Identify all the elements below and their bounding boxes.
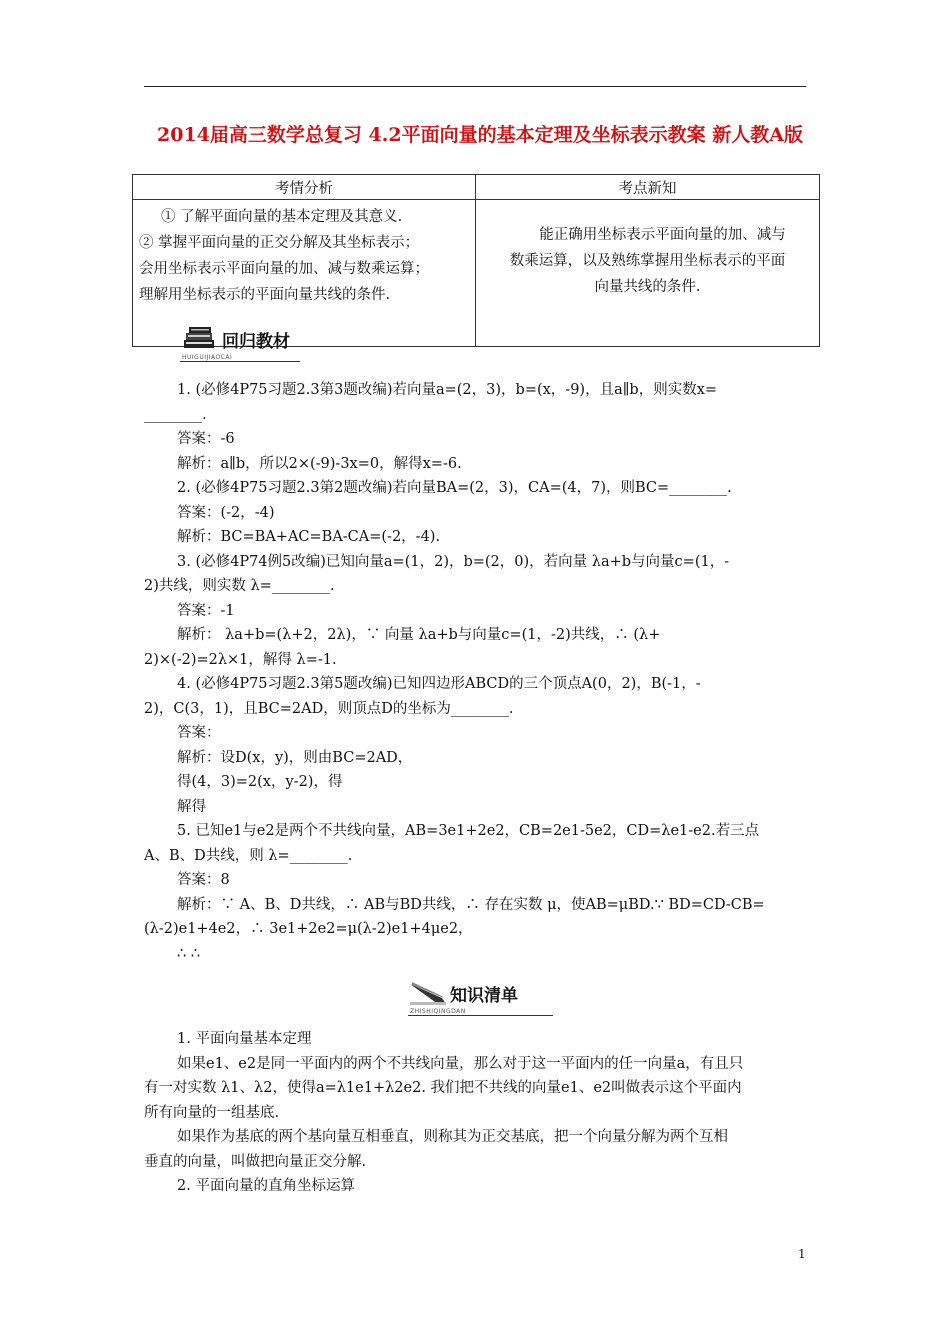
- badge-label: 回归教材: [222, 331, 290, 352]
- section-badge-huigui: [180, 324, 290, 361]
- problem-4-line-1: 4. (必修4P75习题2.3第5题改编)已知四边形ABCD的三个顶点A(0，2)，B(-1，-: [177, 676, 701, 692]
- left-line-2: ② 掌握平面向量的正交分解及其坐标表示；: [139, 235, 420, 251]
- right-line-2: 数乘运算，以及熟练掌握用坐标表示的平面: [509, 253, 786, 269]
- problem-1-line-1: 1. (必修4P75习题2.3第3题改编)若向量a=(2，3)，b=(x，-9)，且a∥b，则实数x=: [177, 382, 718, 398]
- badge-label: 知识清单: [450, 985, 518, 1006]
- left-line-3: 会用坐标表示平面向量的加、减与数乘运算；: [139, 261, 429, 277]
- knowledge-heading-2: 2. 平面向量的直角坐标运算: [177, 1178, 355, 1194]
- problem-1-answer: 答案：-6: [177, 431, 235, 447]
- problem-2-line-1: 2. (必修4P75习题2.3第2题改编)若向量BA=(2，3)，CA=(4，7)，则BC=________.: [177, 480, 732, 496]
- right-line-3: 向量共线的条件.: [594, 279, 701, 295]
- problem-5-solution-1: 解析：∵ A、B、D共线，∴ AB与BD共线，∴ 存在实数 μ，使AB=μBD.∵ BD=CD-CB=: [177, 896, 765, 913]
- problem-5-answer: 答案：8: [177, 872, 230, 888]
- problem-4-solution-1: 解析：设D(x，y)，则由BC=2AD，: [177, 749, 413, 766]
- problem-2-solution: 解析：BC=BA+AC=BA-CA=(-2，-4).: [177, 529, 441, 545]
- knowledge-section: [144, 1027, 808, 1199]
- badge-underline: [180, 361, 300, 362]
- left-line-4: 理解用坐标表示的平面向量共线的条件.: [139, 287, 391, 303]
- right-line-1: 能正确用坐标表示平面向量的加、减与: [539, 227, 786, 243]
- header-rule: [144, 86, 806, 87]
- problem-2-answer: 答案：(-2，-4): [177, 504, 275, 521]
- problem-3-line-2: 2)共线，则实数 λ=________.: [144, 578, 335, 594]
- problem-3-line-1: 3. (必修4P74例5改编)已知向量a=(1，2)，b=(2，0)，若向量 λa+b与向量c=(1，-: [177, 553, 730, 570]
- problem-1-line-2: ________.: [144, 406, 207, 423]
- pencil-icon: [408, 978, 448, 1008]
- badge-sublabel: HUIGUIJIAOCAI: [182, 354, 233, 361]
- problem-3-solution-2: 2)×(-2)=2λ×1，解得 λ=-1.: [144, 651, 337, 668]
- problem-5-line-2: A、B、D共线，则 λ=________.: [144, 847, 353, 864]
- table-cell-right: [476, 200, 820, 347]
- problem-5-solution-3: ∴ ∴: [177, 945, 201, 962]
- problem-3-answer: 答案：-1: [177, 602, 235, 619]
- problem-1-solution: 解析：a∥b，所以2×(-9)-3x=0，解得x=-6.: [177, 455, 462, 472]
- problem-4-solution-2: 得(4，3)=2(x，y-2)，得: [177, 774, 343, 790]
- badge-sublabel: ZHISHIQINGDAN: [410, 1008, 466, 1015]
- knowledge-para-1-line-3: 所有向量的一组基底.: [144, 1104, 280, 1121]
- knowledge-para-2-line-2: 垂直的向量，叫做把向量正交分解.: [144, 1153, 367, 1170]
- table-header-left: 考情分析: [133, 175, 476, 200]
- page-number: 1: [798, 1247, 806, 1261]
- badge-underline: [408, 1015, 553, 1016]
- analysis-table: [132, 174, 820, 347]
- problems-section: [144, 378, 808, 966]
- knowledge-heading-1: 1. 平面向量基本定理: [177, 1031, 312, 1047]
- problem-4-line-2: 2)，C(3，1)，且BC=2AD，则顶点D的坐标为________.: [144, 700, 514, 717]
- knowledge-para-1-line-1: 如果e1、e2是同一平面内的两个不共线向量，那么对于这一平面内的任一向量a，有且只: [177, 1055, 744, 1072]
- problem-5-line-1: 5. 已知e1与e2是两个不共线向量，AB=3e1+2e2，CB=2e1-5e2，CD=λe1-e2.若三点: [177, 823, 760, 839]
- table-header-right: 考点新知: [476, 175, 820, 200]
- knowledge-para-2-line-1: 如果作为基底的两个基向量互相垂直，则称其为正交基底，把一个向量分解为两个互相: [177, 1129, 728, 1145]
- knowledge-para-1-line-2: 有一对实数 λ1、λ2，使得a=λ1e1+λ2e2. 我们把不共线的向量e1、e2叫做表示这个平面内: [144, 1080, 742, 1096]
- table-header-row: [133, 175, 820, 200]
- books-icon: [180, 324, 220, 354]
- problem-4-solution-3: 解得: [177, 798, 206, 815]
- page-title: 2014届高三数学总复习 4.2平面向量的基本定理及坐标表示教案 新人教A版: [157, 124, 803, 146]
- problem-3-solution-1: 解析： λa+b=(λ+2，2λ)，∵ 向量 λa+b与向量c=(1，-2)共线，∴ (λ+: [177, 627, 661, 643]
- section-badge-zhishi: [408, 978, 518, 1015]
- problem-4-answer: 答案：: [177, 725, 221, 741]
- problem-5-solution-2: (λ-2)e1+4e2，∴ 3e1+2e2=μ(λ-2)e1+4μe2，: [144, 921, 473, 937]
- left-line-1: ① 了解平面向量的基本定理及其意义.: [161, 209, 403, 225]
